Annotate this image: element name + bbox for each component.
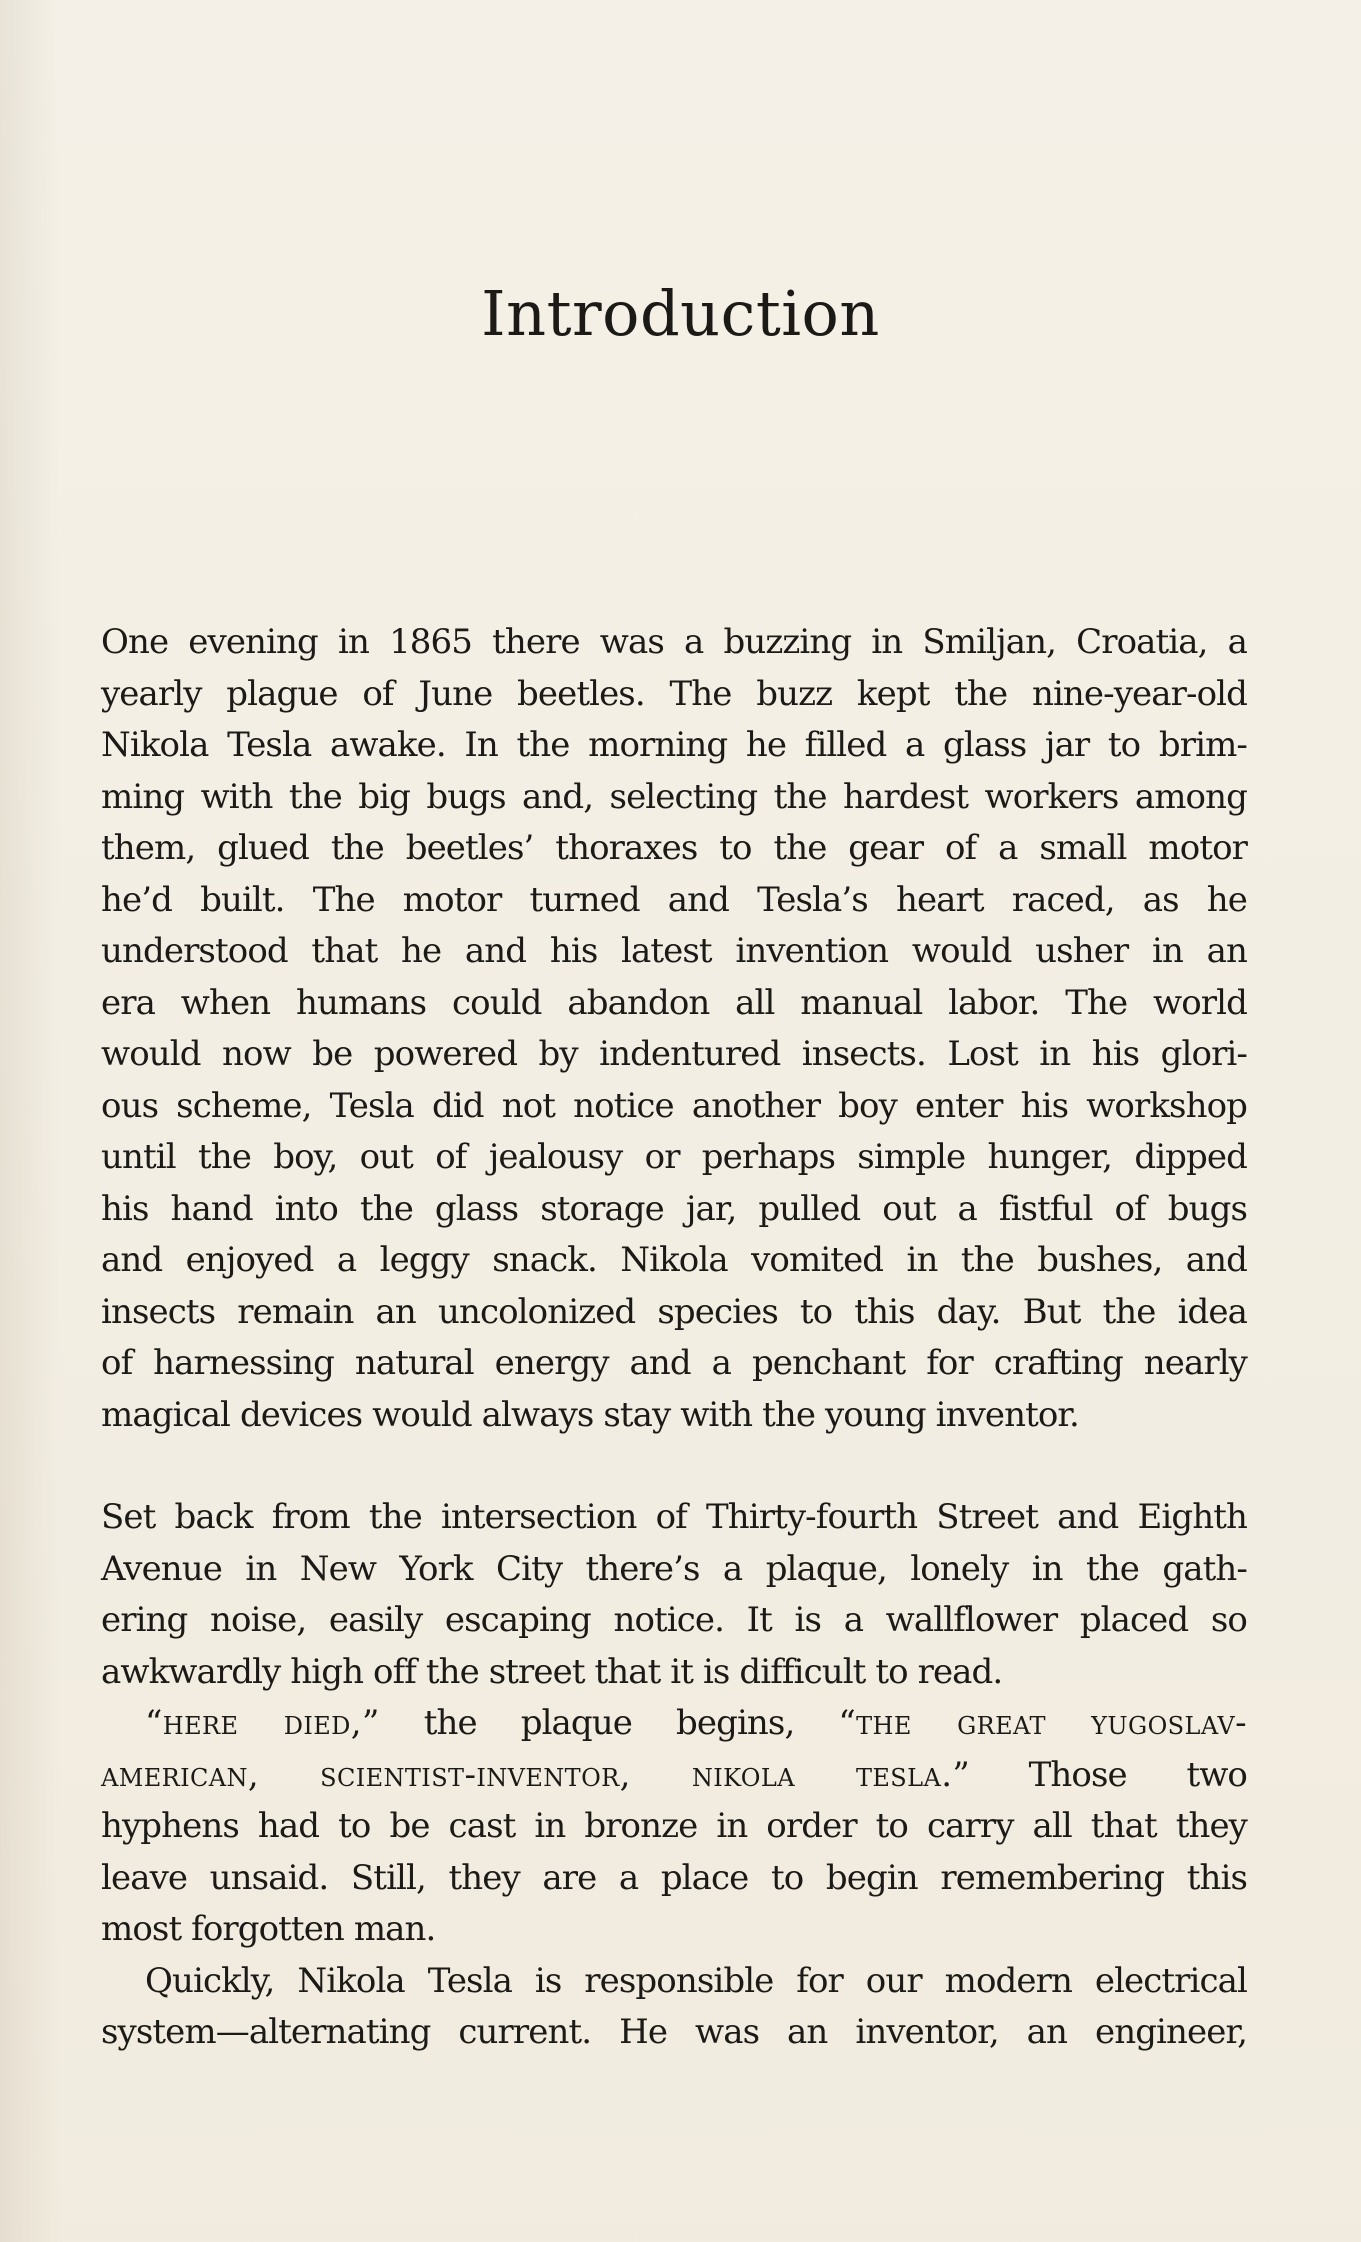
text-fragment: ” Those two (952, 1754, 1247, 1795)
text-line: and enjoyed a leggy snack. Nikola vomited in the bushes, and (101, 1240, 1247, 1280)
text-line: Nikola Tesla awake. In the morning he filled a glass jar to brim- (101, 725, 1247, 765)
text-line: Quickly, Nikola Tesla is responsible for our modern electrical (145, 1960, 1247, 2001)
body-text (101, 617, 1247, 2059)
text-line: would now be powered by indentured insects. Lost in his glori- (101, 1034, 1247, 1074)
text-line: them, glued the beetles’ thoraxes to the gear of a small motor (101, 828, 1247, 868)
text-line: ering noise, easily escaping notice. It is a wallflower placed so (101, 1600, 1247, 1640)
text-line: awkwardly high off the street that it is difficult to read. (101, 1651, 1003, 1692)
text-line: magical devices would always stay with the young inventor. (101, 1394, 1079, 1435)
section-break (101, 1441, 1247, 1492)
text-line: system—alternating current. He was an inventor, an engineer, (101, 2012, 1247, 2052)
paragraph-4 (101, 1956, 1247, 2059)
text-line: understood that he and his latest invention would usher in an (101, 931, 1247, 971)
chapter-title: Introduction (481, 277, 880, 350)
text-line: Avenue in New York City there’s a plaque, lonely in the gath- (101, 1548, 1247, 1589)
text-line: yearly plague of June beetles. The buzz kept the nine-year-old (101, 673, 1247, 714)
text-line: his hand into the glass storage jar, pulled out a fistful of bugs (101, 1188, 1247, 1229)
text-line: ming with the big bugs and, selecting the hardest workers among (101, 776, 1247, 817)
plaque-quote-start: “here died,” (145, 1703, 380, 1743)
text-line: hyphens had to be cast in bronze in order to carry all that they (101, 1806, 1247, 1846)
text-line: of harnessing natural energy and a penchant for crafting nearly (101, 1343, 1247, 1383)
text-line: era when humans could abandon all manual labor. The world (101, 982, 1247, 1023)
text-line: ous scheme, Tesla did not notice another boy enter his workshop (101, 1085, 1247, 1126)
text-line (101, 1750, 1247, 1802)
plaque-quote-continued: “the great yugoslav- (838, 1703, 1247, 1743)
text-line: most forgotten man. (101, 1909, 436, 1949)
text-line: insects remain an uncolonized species to this day. But the idea (101, 1291, 1247, 1332)
text-line (101, 1698, 1247, 1750)
text-line: leave unsaid. Still, they are a place to begin remembering this (101, 1857, 1247, 1898)
paragraph-3 (101, 1698, 1247, 1956)
text-line: he’d built. The motor turned and Tesla’s heart raced, as he (101, 879, 1247, 920)
plaque-quote-end: american, scientist-inventor, nikola tesla. (101, 1754, 953, 1795)
paragraph-1 (101, 617, 1247, 1441)
text-line: One evening in 1865 there was a buzzing in Smiljan, Croatia, a (101, 622, 1247, 662)
text-line: until the boy, out of jealousy or perhaps simple hunger, dipped (101, 1137, 1247, 1177)
text-line: Set back from the intersection of Thirty-fourth Street and Eighth (101, 1497, 1247, 1537)
text-fragment: the plaque begins, (379, 1703, 839, 1743)
paragraph-2 (101, 1492, 1247, 1698)
